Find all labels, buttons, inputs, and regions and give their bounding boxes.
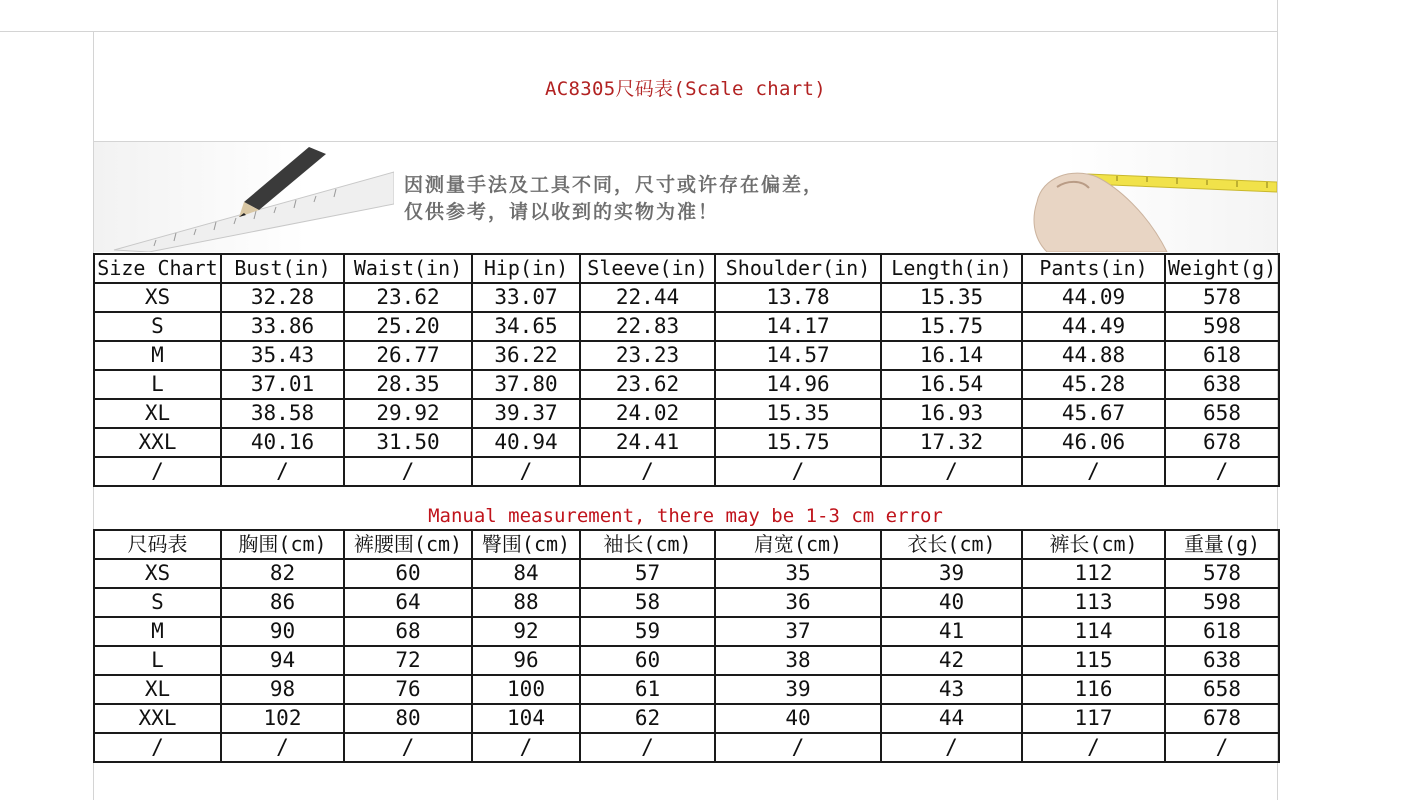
size-table-inches — [93, 253, 1280, 487]
table-cell: 57 — [580, 559, 715, 588]
table-cell: 115 — [1022, 646, 1165, 675]
table-cell: 32.28 — [221, 283, 344, 312]
measurement-error-note: Manual measurement, there may be 1-3 cm error — [428, 505, 943, 527]
table-cell: L — [94, 646, 221, 675]
table-cell: / — [1022, 457, 1165, 486]
table-cell: 15.35 — [715, 399, 881, 428]
table-cell: 104 — [472, 704, 580, 733]
table-cell: 24.41 — [580, 428, 715, 457]
table-row — [94, 559, 1279, 588]
table-cell: 638 — [1165, 370, 1279, 399]
header-cell: 衣长(cm) — [881, 530, 1022, 559]
table-cell: / — [1165, 733, 1279, 762]
table-cell: / — [344, 457, 472, 486]
header-cell: Bust(in) — [221, 254, 344, 283]
header-cell: Hip(in) — [472, 254, 580, 283]
table-cell: L — [94, 370, 221, 399]
table-cell: 86 — [221, 588, 344, 617]
table-cell: 678 — [1165, 704, 1279, 733]
table-row — [94, 617, 1279, 646]
table-cell: 16.14 — [881, 341, 1022, 370]
table-cell: 29.92 — [344, 399, 472, 428]
table-row — [94, 675, 1279, 704]
table-cell: 22.44 — [580, 283, 715, 312]
header-cell: Weight(g) — [1165, 254, 1279, 283]
table-cell: 39 — [881, 559, 1022, 588]
table-cell: XXL — [94, 428, 221, 457]
table-row — [94, 646, 1279, 675]
table-cell: 40.94 — [472, 428, 580, 457]
table-cell: / — [1165, 457, 1279, 486]
table-cell: 14.17 — [715, 312, 881, 341]
table-cell: 60 — [580, 646, 715, 675]
table-cell: 96 — [472, 646, 580, 675]
table-cell: 62 — [580, 704, 715, 733]
table-cell: 43 — [881, 675, 1022, 704]
table-cell: / — [881, 733, 1022, 762]
table-row — [94, 588, 1279, 617]
table-cell: 44.09 — [1022, 283, 1165, 312]
table-cell: / — [715, 457, 881, 486]
table-cell: 92 — [472, 617, 580, 646]
table-cell: / — [580, 733, 715, 762]
table-cell: 59 — [580, 617, 715, 646]
table-cell: 658 — [1165, 399, 1279, 428]
header-cell: 臀围(cm) — [472, 530, 580, 559]
table-cell: 40.16 — [221, 428, 344, 457]
table-cell: 39.37 — [472, 399, 580, 428]
measurement-banner — [94, 142, 1277, 252]
gridline — [0, 31, 1277, 32]
table-cell: 28.35 — [344, 370, 472, 399]
table-cell: 84 — [472, 559, 580, 588]
table-cell: 80 — [344, 704, 472, 733]
table-cell: 618 — [1165, 617, 1279, 646]
measurement-disclaimer — [404, 172, 1064, 226]
table-cell: 44 — [881, 704, 1022, 733]
table-cell: M — [94, 617, 221, 646]
disclaimer-line-2: 仅供参考，请以收到的实物为准！ — [404, 201, 720, 223]
table-cell: 38.58 — [221, 399, 344, 428]
table-row — [94, 399, 1279, 428]
table-cell: 31.50 — [344, 428, 472, 457]
table-cell: XS — [94, 559, 221, 588]
table-cell: 98 — [221, 675, 344, 704]
table-cell: 58 — [580, 588, 715, 617]
header-cell: Length(in) — [881, 254, 1022, 283]
table-row — [94, 704, 1279, 733]
table-cell: 45.67 — [1022, 399, 1165, 428]
table-cell: 17.32 — [881, 428, 1022, 457]
table-cell: 618 — [1165, 341, 1279, 370]
table-cell: / — [94, 733, 221, 762]
table-cell: 100 — [472, 675, 580, 704]
table-cell: 24.02 — [580, 399, 715, 428]
table-cell: 102 — [221, 704, 344, 733]
table-cell: 61 — [580, 675, 715, 704]
table-header-row — [94, 254, 1279, 283]
table-cell: 42 — [881, 646, 1022, 675]
table-cell: 678 — [1165, 428, 1279, 457]
table-cell: / — [221, 457, 344, 486]
table-cell: XL — [94, 675, 221, 704]
table-cell: 88 — [472, 588, 580, 617]
table-cell: 15.75 — [881, 312, 1022, 341]
table-cell: 116 — [1022, 675, 1165, 704]
table-cell: 37.80 — [472, 370, 580, 399]
table-cell: 14.96 — [715, 370, 881, 399]
header-cell: Pants(in) — [1022, 254, 1165, 283]
table-cell: 64 — [344, 588, 472, 617]
table-cell: 598 — [1165, 312, 1279, 341]
table-cell: 40 — [715, 704, 881, 733]
table-cell: 41 — [881, 617, 1022, 646]
table-cell: 23.62 — [344, 283, 472, 312]
table-row — [94, 283, 1279, 312]
table-cell: 578 — [1165, 559, 1279, 588]
table-cell: 39 — [715, 675, 881, 704]
table-cell: 33.07 — [472, 283, 580, 312]
table-cell: XS — [94, 283, 221, 312]
table-cell: / — [94, 457, 221, 486]
header-cell: Waist(in) — [344, 254, 472, 283]
table-cell: 37 — [715, 617, 881, 646]
table-cell: / — [881, 457, 1022, 486]
table-cell: / — [344, 733, 472, 762]
table-cell: 16.93 — [881, 399, 1022, 428]
table-cell: M — [94, 341, 221, 370]
table-cell: 26.77 — [344, 341, 472, 370]
table-cell: 117 — [1022, 704, 1165, 733]
table-cell: 13.78 — [715, 283, 881, 312]
table-cell: 22.83 — [580, 312, 715, 341]
table-cell: 34.65 — [472, 312, 580, 341]
table-cell: 113 — [1022, 588, 1165, 617]
table-cell: 76 — [344, 675, 472, 704]
table-cell: 82 — [221, 559, 344, 588]
table-row — [94, 428, 1279, 457]
disclaimer-line-1: 因测量手法及工具不同，尺寸或许存在偏差， — [404, 174, 825, 196]
table-cell: 36 — [715, 588, 881, 617]
header-cell: 胸围(cm) — [221, 530, 344, 559]
header-cell: Sleeve(in) — [580, 254, 715, 283]
table-cell: 90 — [221, 617, 344, 646]
header-cell: 裤腰围(cm) — [344, 530, 472, 559]
table-row — [94, 733, 1279, 762]
table-cell: / — [472, 457, 580, 486]
header-cell: 尺码表 — [94, 530, 221, 559]
table-cell: 45.28 — [1022, 370, 1165, 399]
table-cell: 578 — [1165, 283, 1279, 312]
header-cell: 袖长(cm) — [580, 530, 715, 559]
table-cell: 35.43 — [221, 341, 344, 370]
table-cell: 35 — [715, 559, 881, 588]
table-cell: XL — [94, 399, 221, 428]
table-row — [94, 457, 1279, 486]
table-cell: 44.49 — [1022, 312, 1165, 341]
table-cell: 40 — [881, 588, 1022, 617]
table-cell: 68 — [344, 617, 472, 646]
table-cell: / — [221, 733, 344, 762]
ruler-pencil-icon — [94, 142, 394, 252]
size-table-centimeters — [93, 529, 1280, 763]
table-cell: / — [472, 733, 580, 762]
table-cell: / — [715, 733, 881, 762]
table-cell: 60 — [344, 559, 472, 588]
table-cell: 112 — [1022, 559, 1165, 588]
hand-tape-measure-icon — [1027, 142, 1277, 252]
table-cell: / — [1022, 733, 1165, 762]
table-cell: 23.62 — [580, 370, 715, 399]
table-cell: 15.75 — [715, 428, 881, 457]
table-cell: 598 — [1165, 588, 1279, 617]
table-cell: 16.54 — [881, 370, 1022, 399]
table-cell: 38 — [715, 646, 881, 675]
table-cell: 72 — [344, 646, 472, 675]
table-cell: 44.88 — [1022, 341, 1165, 370]
table-cell: 658 — [1165, 675, 1279, 704]
table-cell: 46.06 — [1022, 428, 1165, 457]
table-cell: / — [580, 457, 715, 486]
table-cell: 94 — [221, 646, 344, 675]
header-cell: Shoulder(in) — [715, 254, 881, 283]
header-cell: Size Chart — [94, 254, 221, 283]
table-cell: 37.01 — [221, 370, 344, 399]
table-row — [94, 312, 1279, 341]
header-cell: 肩宽(cm) — [715, 530, 881, 559]
table-cell: S — [94, 312, 221, 341]
table-cell: 33.86 — [221, 312, 344, 341]
table-cell: 25.20 — [344, 312, 472, 341]
header-cell: 裤长(cm) — [1022, 530, 1165, 559]
table-cell: XXL — [94, 704, 221, 733]
table-cell: 15.35 — [881, 283, 1022, 312]
table-cell: 114 — [1022, 617, 1165, 646]
table-cell: 14.57 — [715, 341, 881, 370]
table-cell: S — [94, 588, 221, 617]
header-cell: 重量(g) — [1165, 530, 1279, 559]
table-row — [94, 370, 1279, 399]
table-cell: 638 — [1165, 646, 1279, 675]
table-header-row — [94, 530, 1279, 559]
chart-title: AC8305尺码表(Scale chart) — [94, 33, 1277, 142]
table-cell: 36.22 — [472, 341, 580, 370]
table-row — [94, 341, 1279, 370]
table-cell: 23.23 — [580, 341, 715, 370]
